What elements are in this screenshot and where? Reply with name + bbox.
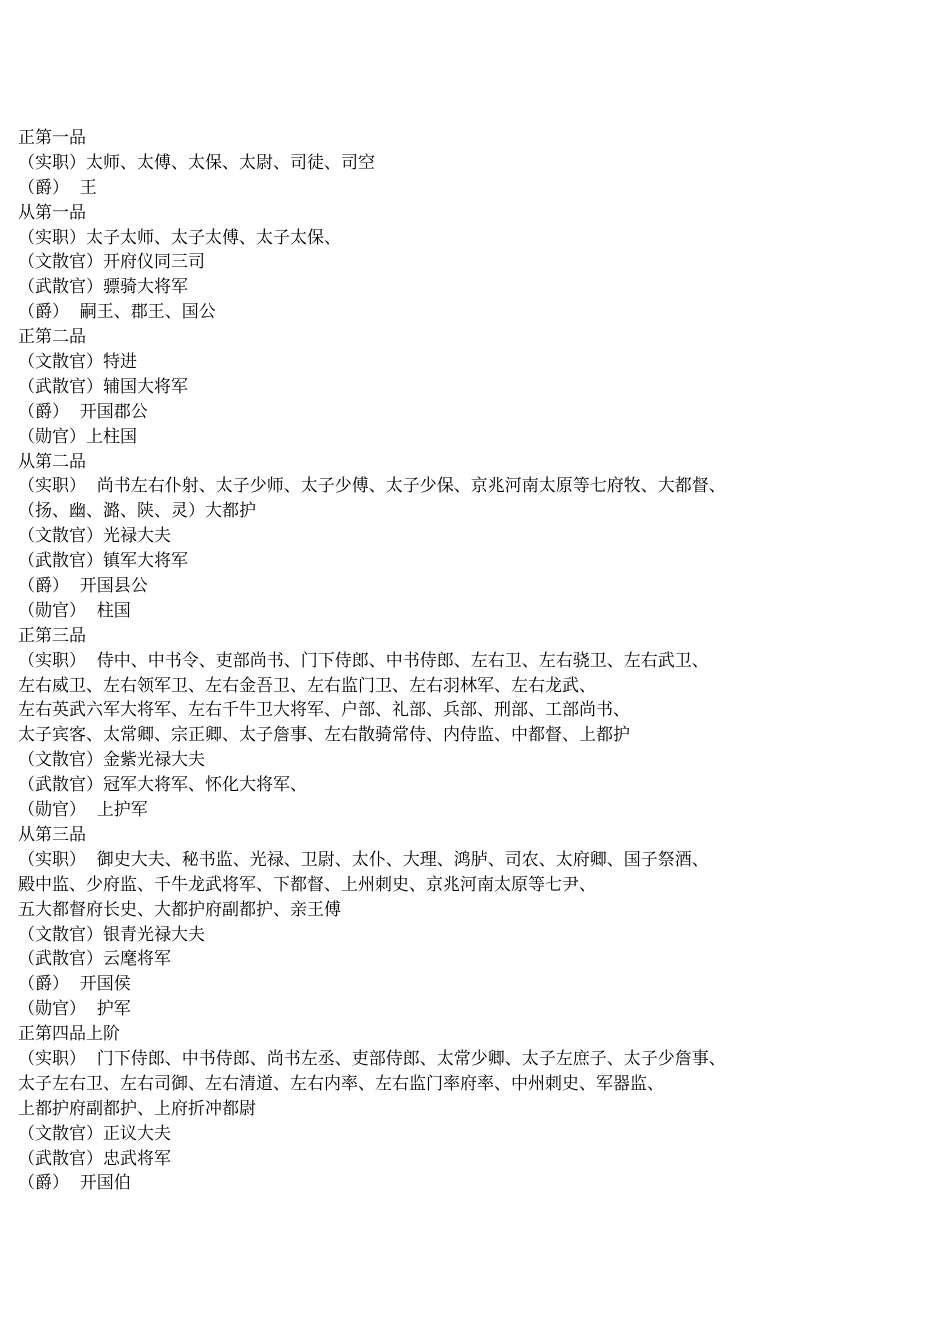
- rank-heading: 正第一品: [18, 128, 86, 148]
- rank-heading: 从第二品: [18, 451, 86, 472]
- rank-heading: 从第一品: [18, 202, 86, 223]
- rank-entry: 左右威卫、左右领军卫、左右金吾卫、左右监门卫、左右羽林军、左右龙武、: [18, 675, 596, 696]
- rank-entry: （文散官）正议大夫: [18, 1123, 171, 1144]
- rank-entry: 太子左右卫、左右司御、左右清道、左右内率、左右监门率府率、中州刺史、军器监、: [18, 1073, 664, 1094]
- rank-entry: （勋官） 护军: [18, 999, 131, 1020]
- rank-entry: 五大都督府长史、大都护府副都护、亲王傅: [18, 899, 341, 920]
- rank-entry: （武散官）骠骑大将军: [18, 277, 188, 298]
- rank-heading: 正第三品: [18, 625, 86, 646]
- rank-entry: （爵） 王: [18, 177, 97, 198]
- rank-entry: （勋官） 上护军: [18, 800, 148, 821]
- rank-entry: （文散官）光禄大夫: [18, 526, 171, 547]
- rank-entry: （武散官）辅国大将军: [18, 376, 188, 397]
- rank-entry: 左右英武六军大将军、左右千牛卫大将军、户部、礼部、兵部、刑部、工部尚书、: [18, 700, 630, 721]
- rank-entry: （文散官）特进: [18, 352, 137, 373]
- rank-entry: （实职） 御史大夫、秘书监、光禄、卫尉、太仆、大理、鸿胪、司农、太府卿、国子祭酒、: [18, 849, 709, 870]
- rank-heading: 正第二品: [18, 327, 86, 348]
- rank-entry: （实职） 侍中、中书令、吏部尚书、门下侍郎、中书侍郎、左右卫、左右骁卫、左右武卫、: [18, 650, 709, 671]
- rank-entry: （爵） 开国县公: [18, 576, 148, 597]
- rank-entry: （文散官）银青光禄大夫: [18, 924, 205, 945]
- rank-entry: （文散官）金紫光禄大夫: [18, 750, 205, 771]
- rank-entry: （武散官）忠武将军: [18, 1148, 171, 1169]
- rank-entry: （爵） 开国侯: [18, 974, 131, 995]
- rank-entry: （勋官） 柱国: [18, 600, 131, 621]
- rank-entry: （文散官）开府仪同三司: [18, 252, 205, 273]
- rank-entry: （武散官）冠军大将军、怀化大将军、: [18, 775, 307, 796]
- rank-entry: 殿中监、少府监、千牛龙武将军、下都督、上州刺史、京兆河南太原等七尹、: [18, 874, 596, 895]
- document-page: [18, 126, 938, 1196]
- rank-entry: 太子宾客、太常卿、宗正卿、太子詹事、左右散骑常侍、内侍监、中都督、上都护: [18, 725, 630, 746]
- rank-heading: 从第三品: [18, 824, 86, 845]
- rank-entry: 上都护府副都护、上府折冲都尉: [18, 1098, 256, 1119]
- rank-entry: （实职） 门下侍郎、中书侍郎、尚书左丞、吏部侍郎、太常少卿、太子左庶子、太子少詹事、: [18, 1048, 726, 1069]
- rank-heading: 正第四品上阶: [18, 1024, 120, 1045]
- rank-entry: （爵） 开国郡公: [18, 401, 148, 422]
- rank-entry: （勋官）上柱国: [18, 426, 137, 447]
- rank-entry: （武散官）镇军大将军: [18, 551, 188, 572]
- rank-entry: （扬、幽、潞、陕、灵）大都护: [18, 501, 256, 522]
- rank-entry: （爵） 嗣王、郡王、国公: [18, 302, 216, 323]
- rank-entry: （爵） 开国伯: [18, 1173, 131, 1194]
- rank-entry: （实职）太师、太傅、太保、太尉、司徒、司空: [18, 152, 375, 173]
- rank-entry: （武散官）云麾将军: [18, 949, 171, 970]
- rank-entry: （实职）太子太师、太子太傅、太子太保、: [18, 227, 341, 248]
- rank-entry: （实职） 尚书左右仆射、太子少师、太子少傅、太子少保、京兆河南太原等七府牧、大都督、: [18, 476, 726, 497]
